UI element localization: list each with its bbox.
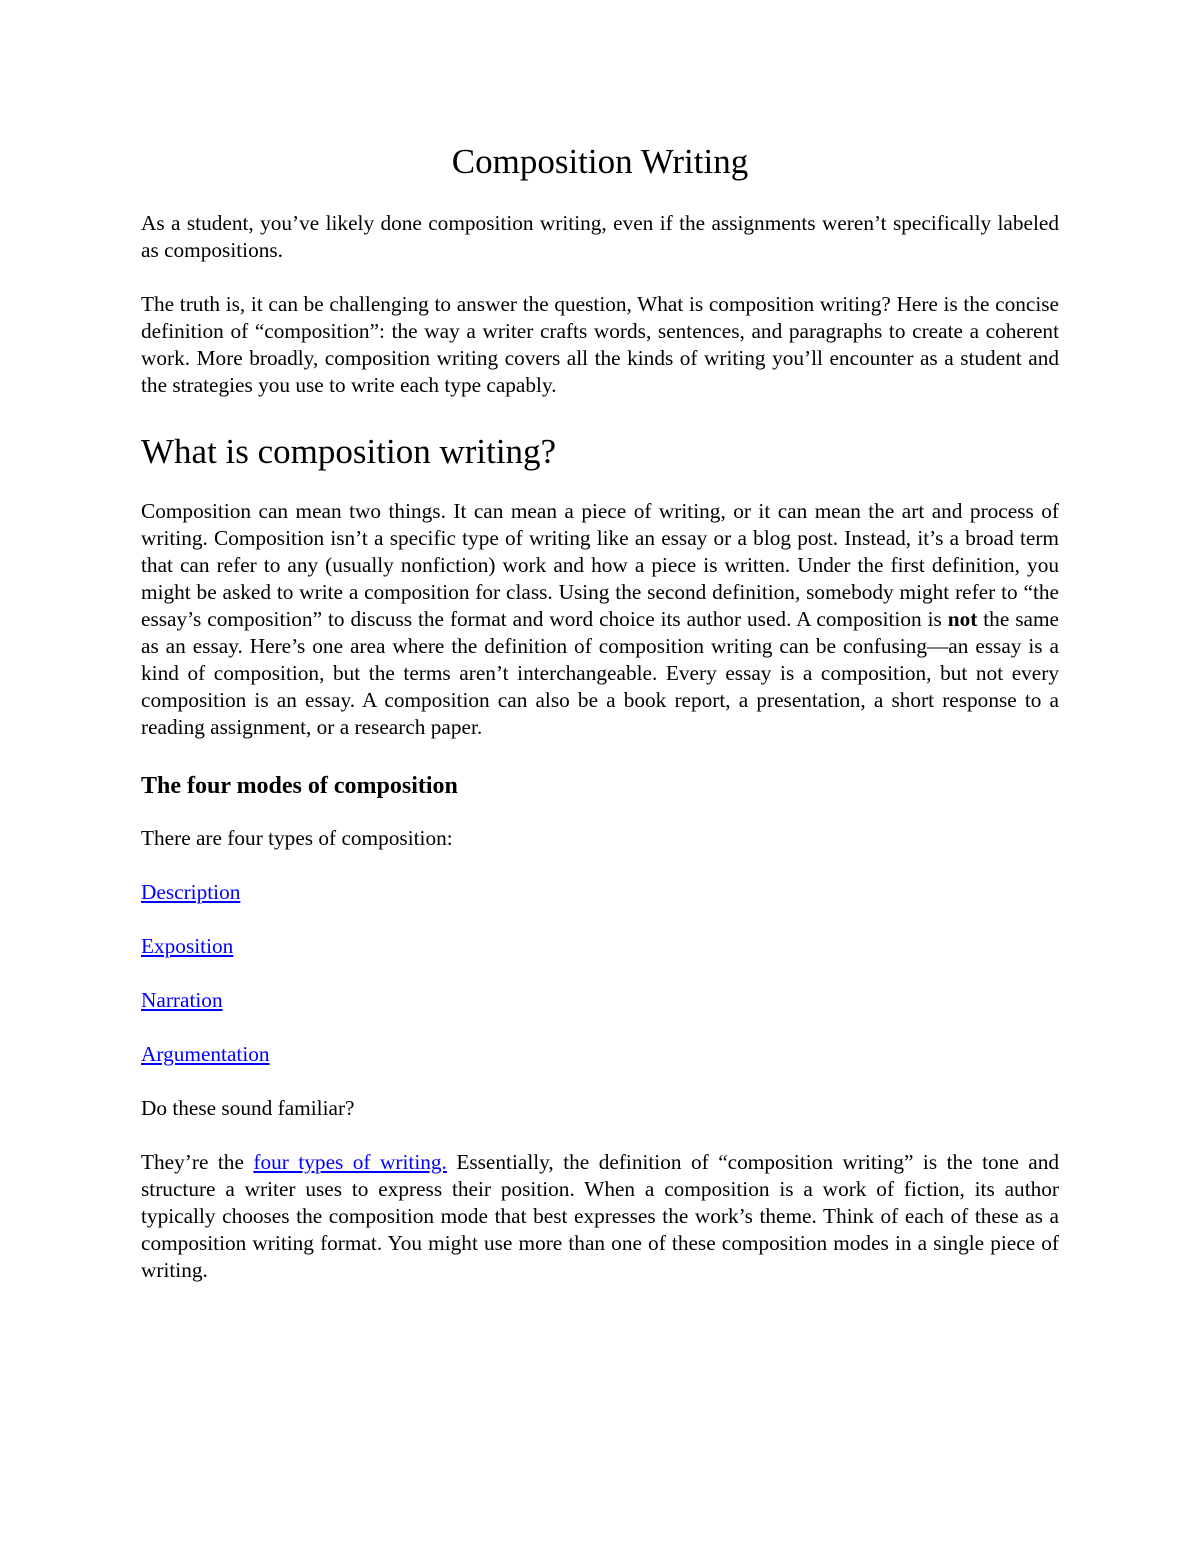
four-types-of-writing-link[interactable]: four types of writing. <box>253 1150 447 1174</box>
bold-word-not: not <box>947 607 978 631</box>
document-page <box>141 140 1059 1284</box>
section-heading-four-modes: The four modes of composition <box>141 773 458 799</box>
question-text: Do these sound familiar? <box>141 1096 355 1120</box>
intro-paragraph-1: As a student, you’ve likely done composition writing, even if the assignments weren’t specifically labeled as compositions. <box>141 211 1059 262</box>
mode-link-narration[interactable]: Narration <box>141 988 223 1012</box>
closing-paragraph <box>141 1149 1059 1284</box>
document-title: Composition Writing <box>451 142 749 181</box>
mode-link-description[interactable]: Description <box>141 880 241 904</box>
mode-item <box>141 933 1059 960</box>
mode-item <box>141 1041 1059 1068</box>
definition-text-before-bold: Composition can mean two things. It can mean a piece of writing, or it can mean the art and process of writing. Composition isn’t a specific type of writing like an essay or a blog post. Instead, it’s a broad term that can refer to any (usually nonfiction) work and how a piece is written. Under the first definition, you might be asked to write a composition for class. Using the second definition, somebody might refer to “the essay’s composition” to discuss the format and word choice its author used. A composition is <box>141 499 1059 631</box>
definition-text-after-bold: the same as an essay. Here’s one area where the definition of composition writing can be confusing—an essay is a kind of composition, but the terms aren’t interchangeable. Every essay is a composition, but not every composition is an essay. A composition can also be a book report, a presentation, a short response to a reading assignment, or a research paper. <box>141 607 1059 739</box>
closing-text-before-link: They’re the <box>141 1150 254 1174</box>
section-heading-what-is: What is composition writing? <box>141 432 557 471</box>
modes-intro-text: There are four types of composition: <box>141 826 453 850</box>
mode-link-argumentation[interactable]: Argumentation <box>141 1042 270 1066</box>
mode-item <box>141 987 1059 1014</box>
mode-link-exposition[interactable]: Exposition <box>141 934 234 958</box>
intro-paragraph-2: The truth is, it can be challenging to answer the question, What is composition writing? Here is the concise definition of “composition”: the way a writer crafts words, sentences, and paragraphs to create a coherent work. More broadly, composition writing covers all the kinds of writing you’ll encounter as a student and the strategies you use to write each type capably. <box>141 292 1059 397</box>
definition-paragraph <box>141 498 1059 741</box>
mode-item <box>141 879 1059 906</box>
closing-text-after-link: Essentially, the definition of “composition writing” is the tone and structure a writer uses to express their position. When a composition is a work of fiction, its author typically chooses the composition mode that best expresses the work’s theme. Think of each of these as a composition writing format. You might use more than one of these composition modes in a single piece of writing. <box>141 1150 1059 1282</box>
